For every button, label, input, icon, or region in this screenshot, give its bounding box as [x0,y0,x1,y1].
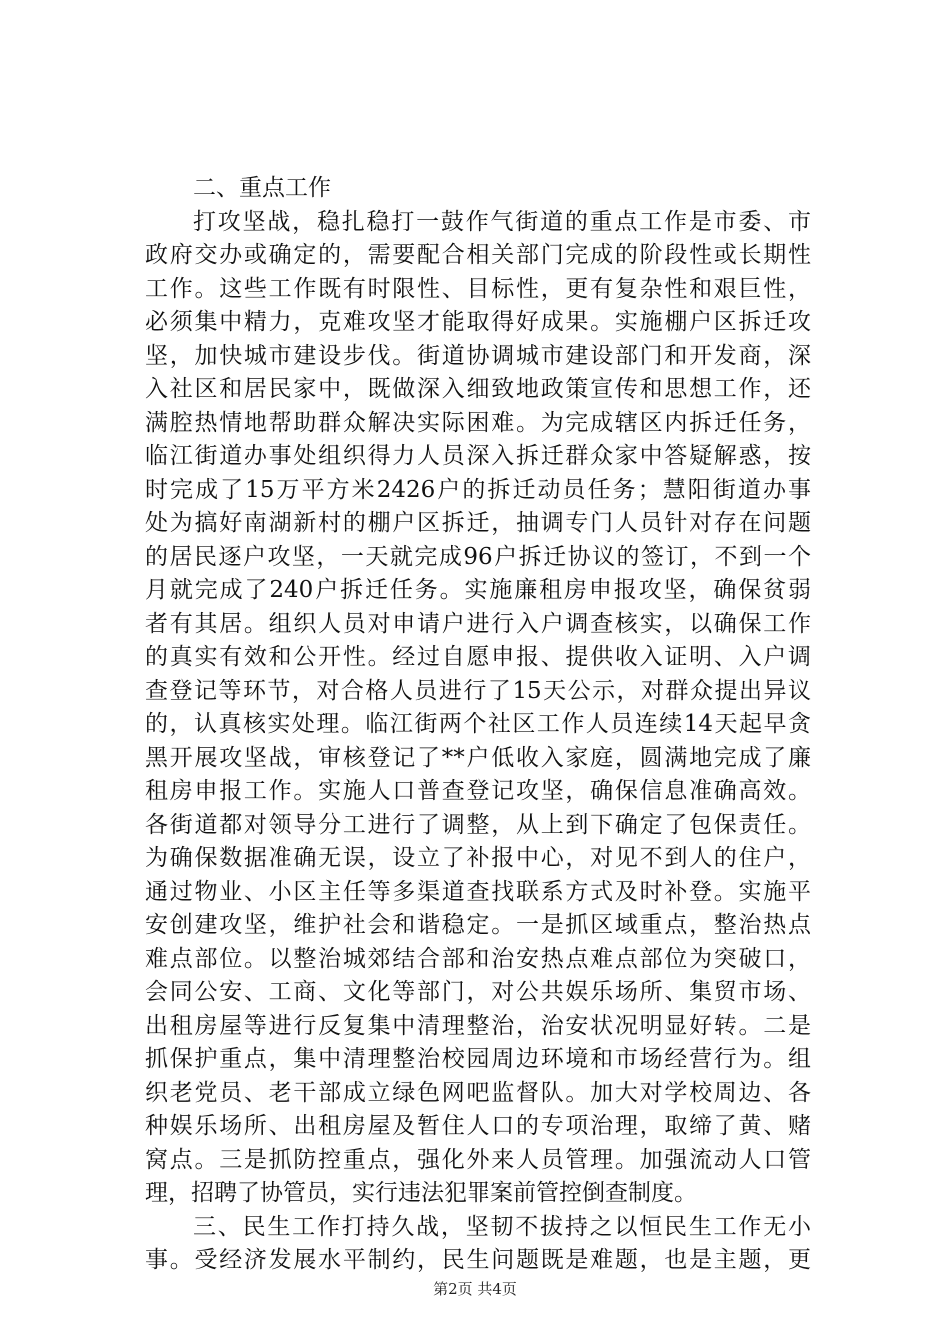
paragraph-line: 的真实有效和公开性。经过自愿申报、提供收入证明、入户调 [145,644,811,670]
section-heading: 二、重点工作 [193,175,331,201]
paragraph-line: 工作。这些工作既有时限性、目标性，更有复杂性和艰巨性， [145,275,811,302]
paragraph-line: 为确保数据准确无误，设立了补报中心，对见不到人的住户， [145,845,811,871]
paragraph-line: 时完成了15万平方米2426户的拆迁动员任务；慧阳街道办事 [145,476,811,503]
paragraph-line: 事。受经济发展水平制约，民生问题既是难题，也是主题，更 [145,1247,811,1273]
page-number: 第2页 共4页 [433,1280,517,1298]
paragraph-line: 黑开展攻坚战，审核登记了**户低收入家庭，圆满地完成了廉 [145,744,811,771]
paragraph-line: 者有其居。组织人员对申请户进行入户调查核实，以确保工作 [145,610,811,637]
page-footer [0,1278,950,1299]
paragraph-line: 打攻坚战，稳扎稳打一鼓作气街道的重点工作是市委、市 [193,208,811,235]
paragraph-line: 织老党员、老干部成立绿色网吧监督队。加大对学校周边、各 [145,1079,811,1106]
paragraph-line: 各街道都对领导分工进行了调整，从上到下确定了包保责任。 [145,811,811,838]
paragraph-line: 月就完成了240户拆迁任务。实施廉租房申报攻坚，确保贫弱 [145,577,811,603]
paragraph-line: 的居民逐户攻坚，一天就完成96户拆迁协议的签订，不到一个 [145,543,811,570]
paragraph-line: 出租房屋等进行反复集中清理整治，治安状况明显好转。二是 [145,1012,811,1039]
paragraph-line: 窝点。三是抓防控重点，强化外来人员管理。加强流动人口管 [145,1146,811,1173]
paragraph-line: 抓保护重点，集中清理整治校园周边环境和市场经营行为。组 [145,1046,811,1072]
paragraph-line: 查登记等环节，对合格人员进行了15天公示，对群众提出异议 [145,677,811,704]
paragraph-line: 理，招聘了协管员，实行违法犯罪案前管控倒查制度。 [145,1180,697,1206]
paragraph-line: 租房申报工作。实施人口普查登记攻坚，确保信息准确高效。 [145,778,811,804]
section-heading-line: 三、民生工作打持久战，坚韧不拔持之以恒民生工作无小 [193,1213,811,1240]
paragraph-line: 难点部位。以整治城郊结合部和治安热点难点部位为突破口， [145,945,811,972]
document-body [145,172,811,1278]
paragraph-line: 入社区和居民家中，既做深入细致地政策宣传和思想工作，还 [145,376,811,402]
paragraph-line: 会同公安、工商、文化等部门，对公共娱乐场所、集贸市场、 [145,979,811,1005]
paragraph-line: 政府交办或确定的，需要配合相关部门完成的阶段性或长期性 [145,242,811,268]
paragraph-line: 必须集中精力，克难攻坚才能取得好成果。实施棚户区拆迁攻 [145,309,811,335]
paragraph-line: 种娱乐场所、出租房屋及暂住人口的专项治理，取缔了黄、赌 [145,1113,811,1139]
paragraph-line: 安创建攻坚，维护社会和谐稳定。一是抓区域重点，整治热点 [145,912,811,938]
paragraph-line: 临江街道办事处组织得力人员深入拆迁群众家中答疑解惑，按 [145,443,811,469]
paragraph-line: 的，认真核实处理。临江街两个社区工作人员连续14天起早贪 [145,711,811,737]
paragraph-line: 通过物业、小区主任等多渠道查找联系方式及时补登。实施平 [145,878,811,905]
paragraph-line: 坚，加快城市建设步伐。街道协调城市建设部门和开发商，深 [145,342,811,369]
paragraph-line: 处为搞好南湖新村的棚户区拆迁，抽调专门人员针对存在问题 [145,510,811,536]
paragraph-line: 满腔热情地帮助群众解决实际困难。为完成辖区内拆迁任务， [145,409,811,436]
